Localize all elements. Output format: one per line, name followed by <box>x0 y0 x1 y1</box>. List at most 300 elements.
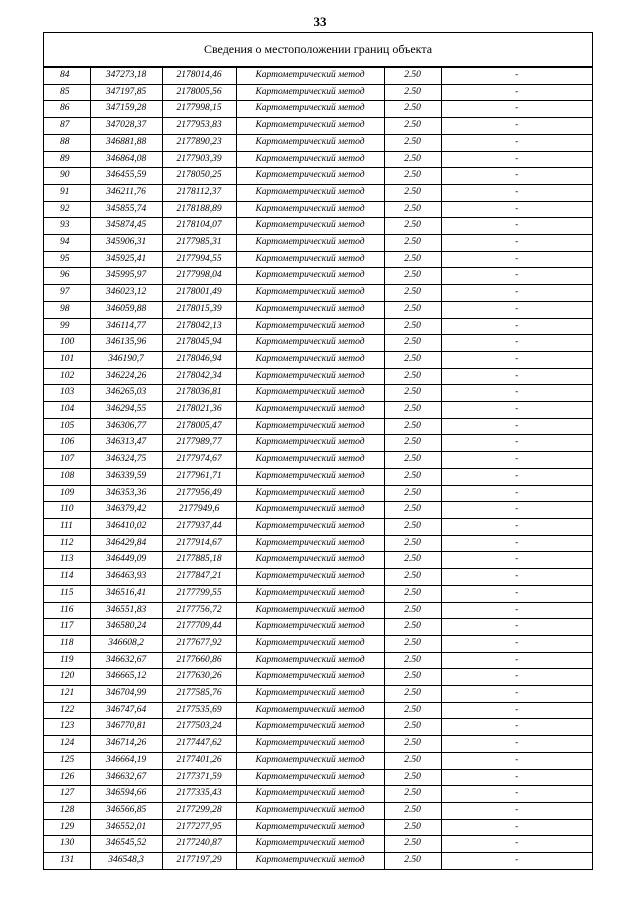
description-cell: - <box>441 118 592 135</box>
y-coordinate-cell: 2177903,39 <box>162 151 236 168</box>
x-coordinate-cell: 346566,85 <box>90 802 162 819</box>
table-row <box>44 819 592 836</box>
accuracy-cell: 2.50 <box>384 502 441 519</box>
description-cell: - <box>441 719 592 736</box>
description-cell: - <box>441 635 592 652</box>
accuracy-cell: 2.50 <box>384 218 441 235</box>
table-row <box>44 552 592 569</box>
description-cell: - <box>441 769 592 786</box>
point-number-cell: 124 <box>44 736 90 753</box>
point-number-cell: 103 <box>44 385 90 402</box>
description-cell: - <box>441 485 592 502</box>
y-coordinate-cell: 2177756,72 <box>162 602 236 619</box>
method-cell: Картометрический метод <box>236 819 384 836</box>
boundary-table-frame <box>43 32 593 870</box>
x-coordinate-cell: 345874,45 <box>90 218 162 235</box>
table-row <box>44 786 592 803</box>
x-coordinate-cell: 346190,7 <box>90 351 162 368</box>
description-cell: - <box>441 184 592 201</box>
method-cell: Картометрический метод <box>236 385 384 402</box>
accuracy-cell: 2.50 <box>384 318 441 335</box>
method-cell: Картометрический метод <box>236 452 384 469</box>
point-number-cell: 100 <box>44 335 90 352</box>
description-cell: - <box>441 84 592 101</box>
method-cell: Картометрический метод <box>236 435 384 452</box>
method-cell: Картометрический метод <box>236 68 384 85</box>
description-cell: - <box>441 101 592 118</box>
accuracy-cell: 2.50 <box>384 652 441 669</box>
accuracy-cell: 2.50 <box>384 802 441 819</box>
method-cell: Картометрический метод <box>236 518 384 535</box>
y-coordinate-cell: 2178001,49 <box>162 285 236 302</box>
accuracy-cell: 2.50 <box>384 285 441 302</box>
accuracy-cell: 2.50 <box>384 853 441 869</box>
point-number-cell: 105 <box>44 418 90 435</box>
accuracy-cell: 2.50 <box>384 819 441 836</box>
x-coordinate-cell: 346211,76 <box>90 184 162 201</box>
y-coordinate-cell: 2177937,44 <box>162 518 236 535</box>
method-cell: Картометрический метод <box>236 168 384 185</box>
y-coordinate-cell: 2178042,34 <box>162 368 236 385</box>
table-row <box>44 118 592 135</box>
method-cell: Картометрический метод <box>236 368 384 385</box>
x-coordinate-cell: 346135,96 <box>90 335 162 352</box>
description-cell: - <box>441 151 592 168</box>
accuracy-cell: 2.50 <box>384 468 441 485</box>
point-number-cell: 89 <box>44 151 90 168</box>
table-row <box>44 385 592 402</box>
table-row <box>44 752 592 769</box>
method-cell: Картометрический метод <box>236 853 384 869</box>
x-coordinate-cell: 346324,75 <box>90 452 162 469</box>
method-cell: Картометрический метод <box>236 502 384 519</box>
description-cell: - <box>441 802 592 819</box>
y-coordinate-cell: 2177503,24 <box>162 719 236 736</box>
y-coordinate-cell: 2177585,76 <box>162 686 236 703</box>
accuracy-cell: 2.50 <box>384 602 441 619</box>
table-row <box>44 435 592 452</box>
y-coordinate-cell: 2178021,36 <box>162 402 236 419</box>
description-cell: - <box>441 285 592 302</box>
accuracy-cell: 2.50 <box>384 335 441 352</box>
y-coordinate-cell: 2177677,92 <box>162 635 236 652</box>
y-coordinate-cell: 2178005,56 <box>162 84 236 101</box>
point-number-cell: 94 <box>44 235 90 252</box>
y-coordinate-cell: 2177994,55 <box>162 251 236 268</box>
table-row <box>44 402 592 419</box>
point-number-cell: 95 <box>44 251 90 268</box>
method-cell: Картометрический метод <box>236 569 384 586</box>
point-number-cell: 104 <box>44 402 90 419</box>
method-cell: Картометрический метод <box>236 151 384 168</box>
method-cell: Картометрический метод <box>236 669 384 686</box>
x-coordinate-cell: 346410,02 <box>90 518 162 535</box>
x-coordinate-cell: 346580,24 <box>90 619 162 636</box>
table-row <box>44 184 592 201</box>
point-number-cell: 91 <box>44 184 90 201</box>
method-cell: Картометрический метод <box>236 235 384 252</box>
y-coordinate-cell: 2177890,23 <box>162 134 236 151</box>
x-coordinate-cell: 346516,41 <box>90 585 162 602</box>
point-number-cell: 96 <box>44 268 90 285</box>
method-cell: Картометрический метод <box>236 351 384 368</box>
table-row <box>44 702 592 719</box>
accuracy-cell: 2.50 <box>384 752 441 769</box>
y-coordinate-cell: 2177847,21 <box>162 569 236 586</box>
accuracy-cell: 2.50 <box>384 402 441 419</box>
point-number-cell: 127 <box>44 786 90 803</box>
point-number-cell: 117 <box>44 619 90 636</box>
table-row <box>44 569 592 586</box>
point-number-cell: 85 <box>44 84 90 101</box>
accuracy-cell: 2.50 <box>384 669 441 686</box>
description-cell: - <box>441 752 592 769</box>
y-coordinate-cell: 2178112,37 <box>162 184 236 201</box>
description-cell: - <box>441 318 592 335</box>
method-cell: Картометрический метод <box>236 84 384 101</box>
accuracy-cell: 2.50 <box>384 702 441 719</box>
accuracy-cell: 2.50 <box>384 686 441 703</box>
table-row <box>44 201 592 218</box>
x-coordinate-cell: 346455,59 <box>90 168 162 185</box>
accuracy-cell: 2.50 <box>384 535 441 552</box>
method-cell: Картометрический метод <box>236 635 384 652</box>
point-number-cell: 84 <box>44 68 90 85</box>
method-cell: Картометрический метод <box>236 318 384 335</box>
x-coordinate-cell: 347197,85 <box>90 84 162 101</box>
description-cell: - <box>441 402 592 419</box>
x-coordinate-cell: 345906,31 <box>90 235 162 252</box>
y-coordinate-cell: 2177447,62 <box>162 736 236 753</box>
accuracy-cell: 2.50 <box>384 719 441 736</box>
description-cell: - <box>441 853 592 869</box>
point-number-cell: 97 <box>44 285 90 302</box>
table-row <box>44 502 592 519</box>
accuracy-cell: 2.50 <box>384 151 441 168</box>
table-row <box>44 285 592 302</box>
table-row <box>44 268 592 285</box>
x-coordinate-cell: 345855,74 <box>90 201 162 218</box>
accuracy-cell: 2.50 <box>384 518 441 535</box>
point-number-cell: 113 <box>44 552 90 569</box>
accuracy-cell: 2.50 <box>384 552 441 569</box>
y-coordinate-cell: 2177240,87 <box>162 836 236 853</box>
description-cell: - <box>441 619 592 636</box>
description-cell: - <box>441 251 592 268</box>
x-coordinate-cell: 346881,88 <box>90 134 162 151</box>
point-number-cell: 115 <box>44 585 90 602</box>
table-row <box>44 535 592 552</box>
table-row <box>44 134 592 151</box>
point-number-cell: 88 <box>44 134 90 151</box>
accuracy-cell: 2.50 <box>384 452 441 469</box>
x-coordinate-cell: 346664,19 <box>90 752 162 769</box>
y-coordinate-cell: 2177998,04 <box>162 268 236 285</box>
description-cell: - <box>441 168 592 185</box>
y-coordinate-cell: 2177401,26 <box>162 752 236 769</box>
accuracy-cell: 2.50 <box>384 485 441 502</box>
method-cell: Картометрический метод <box>236 652 384 669</box>
description-cell: - <box>441 68 592 85</box>
table-row <box>44 335 592 352</box>
method-cell: Картометрический метод <box>236 468 384 485</box>
method-cell: Картометрический метод <box>236 134 384 151</box>
y-coordinate-cell: 2177885,18 <box>162 552 236 569</box>
point-number-cell: 106 <box>44 435 90 452</box>
table-row <box>44 218 592 235</box>
method-cell: Картометрический метод <box>236 686 384 703</box>
method-cell: Картометрический метод <box>236 335 384 352</box>
table-row <box>44 769 592 786</box>
method-cell: Картометрический метод <box>236 268 384 285</box>
x-coordinate-cell: 346665,12 <box>90 669 162 686</box>
description-cell: - <box>441 518 592 535</box>
description-cell: - <box>441 535 592 552</box>
point-number-cell: 98 <box>44 301 90 318</box>
table-row <box>44 168 592 185</box>
description-cell: - <box>441 686 592 703</box>
accuracy-cell: 2.50 <box>384 368 441 385</box>
table-row <box>44 468 592 485</box>
accuracy-cell: 2.50 <box>384 435 441 452</box>
y-coordinate-cell: 2178045,94 <box>162 335 236 352</box>
accuracy-cell: 2.50 <box>384 736 441 753</box>
y-coordinate-cell: 2178104,07 <box>162 218 236 235</box>
description-cell: - <box>441 468 592 485</box>
accuracy-cell: 2.50 <box>384 385 441 402</box>
accuracy-cell: 2.50 <box>384 836 441 853</box>
method-cell: Картометрический метод <box>236 736 384 753</box>
point-number-cell: 90 <box>44 168 90 185</box>
table-row <box>44 652 592 669</box>
table-row <box>44 351 592 368</box>
point-number-cell: 126 <box>44 769 90 786</box>
accuracy-cell: 2.50 <box>384 84 441 101</box>
y-coordinate-cell: 2177989,77 <box>162 435 236 452</box>
description-cell: - <box>441 585 592 602</box>
x-coordinate-cell: 346551,83 <box>90 602 162 619</box>
description-cell: - <box>441 335 592 352</box>
point-number-cell: 123 <box>44 719 90 736</box>
table-row <box>44 452 592 469</box>
description-cell: - <box>441 268 592 285</box>
method-cell: Картометрический метод <box>236 402 384 419</box>
y-coordinate-cell: 2178042,13 <box>162 318 236 335</box>
description-cell: - <box>441 218 592 235</box>
description-cell: - <box>441 452 592 469</box>
description-cell: - <box>441 736 592 753</box>
table-row <box>44 518 592 535</box>
x-coordinate-cell: 346704,99 <box>90 686 162 703</box>
table-row <box>44 318 592 335</box>
y-coordinate-cell: 2177660,86 <box>162 652 236 669</box>
y-coordinate-cell: 2177953,83 <box>162 118 236 135</box>
y-coordinate-cell: 2178036,81 <box>162 385 236 402</box>
x-coordinate-cell: 346339,59 <box>90 468 162 485</box>
description-cell: - <box>441 435 592 452</box>
description-cell: - <box>441 602 592 619</box>
x-coordinate-cell: 346548,3 <box>90 853 162 869</box>
y-coordinate-cell: 2177961,71 <box>162 468 236 485</box>
method-cell: Картометрический метод <box>236 418 384 435</box>
description-cell: - <box>441 351 592 368</box>
description-cell: - <box>441 836 592 853</box>
x-coordinate-cell: 347159,28 <box>90 101 162 118</box>
table-row <box>44 301 592 318</box>
accuracy-cell: 2.50 <box>384 134 441 151</box>
y-coordinate-cell: 2177335,43 <box>162 786 236 803</box>
method-cell: Картометрический метод <box>236 301 384 318</box>
x-coordinate-cell: 346608,2 <box>90 635 162 652</box>
description-cell: - <box>441 301 592 318</box>
x-coordinate-cell: 346306,77 <box>90 418 162 435</box>
method-cell: Картометрический метод <box>236 535 384 552</box>
table-row <box>44 635 592 652</box>
description-cell: - <box>441 569 592 586</box>
x-coordinate-cell: 346224,26 <box>90 368 162 385</box>
y-coordinate-cell: 2177299,28 <box>162 802 236 819</box>
accuracy-cell: 2.50 <box>384 201 441 218</box>
x-coordinate-cell: 347273,18 <box>90 68 162 85</box>
page-number: 33 <box>313 14 327 29</box>
table-row <box>44 235 592 252</box>
point-number-cell: 119 <box>44 652 90 669</box>
x-coordinate-cell: 346747,64 <box>90 702 162 719</box>
table-row <box>44 151 592 168</box>
x-coordinate-cell: 346379,42 <box>90 502 162 519</box>
description-cell: - <box>441 201 592 218</box>
point-number-cell: 131 <box>44 853 90 869</box>
table-row <box>44 418 592 435</box>
point-number-cell: 110 <box>44 502 90 519</box>
method-cell: Картометрический метод <box>236 201 384 218</box>
point-number-cell: 121 <box>44 686 90 703</box>
y-coordinate-cell: 2177799,55 <box>162 585 236 602</box>
accuracy-cell: 2.50 <box>384 235 441 252</box>
boundary-points-table <box>44 67 592 869</box>
y-coordinate-cell: 2177535,69 <box>162 702 236 719</box>
point-number-cell: 109 <box>44 485 90 502</box>
accuracy-cell: 2.50 <box>384 786 441 803</box>
point-number-cell: 99 <box>44 318 90 335</box>
point-number-cell: 92 <box>44 201 90 218</box>
point-number-cell: 112 <box>44 535 90 552</box>
x-coordinate-cell: 346770,81 <box>90 719 162 736</box>
x-coordinate-cell: 346594,66 <box>90 786 162 803</box>
y-coordinate-cell: 2178050,25 <box>162 168 236 185</box>
x-coordinate-cell: 346294,55 <box>90 402 162 419</box>
description-cell: - <box>441 418 592 435</box>
table-row <box>44 802 592 819</box>
x-coordinate-cell: 346864,08 <box>90 151 162 168</box>
point-number-cell: 101 <box>44 351 90 368</box>
y-coordinate-cell: 2178005,47 <box>162 418 236 435</box>
table-title: Сведения о местоположении границ объекта <box>44 33 592 67</box>
point-number-cell: 93 <box>44 218 90 235</box>
x-coordinate-cell: 346429,84 <box>90 535 162 552</box>
x-coordinate-cell: 346114,77 <box>90 318 162 335</box>
table-row <box>44 84 592 101</box>
point-number-cell: 114 <box>44 569 90 586</box>
table-row <box>44 101 592 118</box>
method-cell: Картометрический метод <box>236 719 384 736</box>
point-number-cell: 129 <box>44 819 90 836</box>
method-cell: Картометрический метод <box>236 552 384 569</box>
description-cell: - <box>441 502 592 519</box>
table-row <box>44 686 592 703</box>
description-cell: - <box>441 786 592 803</box>
method-cell: Картометрический метод <box>236 619 384 636</box>
x-coordinate-cell: 346545,52 <box>90 836 162 853</box>
method-cell: Картометрический метод <box>236 285 384 302</box>
description-cell: - <box>441 652 592 669</box>
description-cell: - <box>441 702 592 719</box>
accuracy-cell: 2.50 <box>384 351 441 368</box>
x-coordinate-cell: 346632,67 <box>90 652 162 669</box>
method-cell: Картометрический метод <box>236 769 384 786</box>
point-number-cell: 125 <box>44 752 90 769</box>
point-number-cell: 128 <box>44 802 90 819</box>
table-row <box>44 68 592 85</box>
x-coordinate-cell: 346023,12 <box>90 285 162 302</box>
y-coordinate-cell: 2177630,26 <box>162 669 236 686</box>
accuracy-cell: 2.50 <box>384 68 441 85</box>
x-coordinate-cell: 346059,88 <box>90 301 162 318</box>
y-coordinate-cell: 2177709,44 <box>162 619 236 636</box>
point-number-cell: 118 <box>44 635 90 652</box>
method-cell: Картометрический метод <box>236 602 384 619</box>
description-cell: - <box>441 552 592 569</box>
table-row <box>44 585 592 602</box>
table-row <box>44 853 592 869</box>
table-row <box>44 736 592 753</box>
point-number-cell: 107 <box>44 452 90 469</box>
point-number-cell: 102 <box>44 368 90 385</box>
description-cell: - <box>441 235 592 252</box>
accuracy-cell: 2.50 <box>384 251 441 268</box>
method-cell: Картометрический метод <box>236 786 384 803</box>
y-coordinate-cell: 2177985,31 <box>162 235 236 252</box>
accuracy-cell: 2.50 <box>384 418 441 435</box>
y-coordinate-cell: 2177974,67 <box>162 452 236 469</box>
accuracy-cell: 2.50 <box>384 635 441 652</box>
accuracy-cell: 2.50 <box>384 585 441 602</box>
method-cell: Картометрический метод <box>236 485 384 502</box>
y-coordinate-cell: 2177956,49 <box>162 485 236 502</box>
point-number-cell: 111 <box>44 518 90 535</box>
method-cell: Картометрический метод <box>236 702 384 719</box>
method-cell: Картометрический метод <box>236 118 384 135</box>
y-coordinate-cell: 2177998,15 <box>162 101 236 118</box>
accuracy-cell: 2.50 <box>384 184 441 201</box>
x-coordinate-cell: 346714,26 <box>90 736 162 753</box>
table-row <box>44 619 592 636</box>
x-coordinate-cell: 345925,41 <box>90 251 162 268</box>
x-coordinate-cell: 346449,09 <box>90 552 162 569</box>
accuracy-cell: 2.50 <box>384 101 441 118</box>
point-number-cell: 116 <box>44 602 90 619</box>
accuracy-cell: 2.50 <box>384 569 441 586</box>
method-cell: Картометрический метод <box>236 802 384 819</box>
accuracy-cell: 2.50 <box>384 769 441 786</box>
point-number-cell: 86 <box>44 101 90 118</box>
table-row <box>44 368 592 385</box>
x-coordinate-cell: 346632,67 <box>90 769 162 786</box>
table-row <box>44 669 592 686</box>
x-coordinate-cell: 346463,93 <box>90 569 162 586</box>
table-row <box>44 719 592 736</box>
x-coordinate-cell: 346265,03 <box>90 385 162 402</box>
